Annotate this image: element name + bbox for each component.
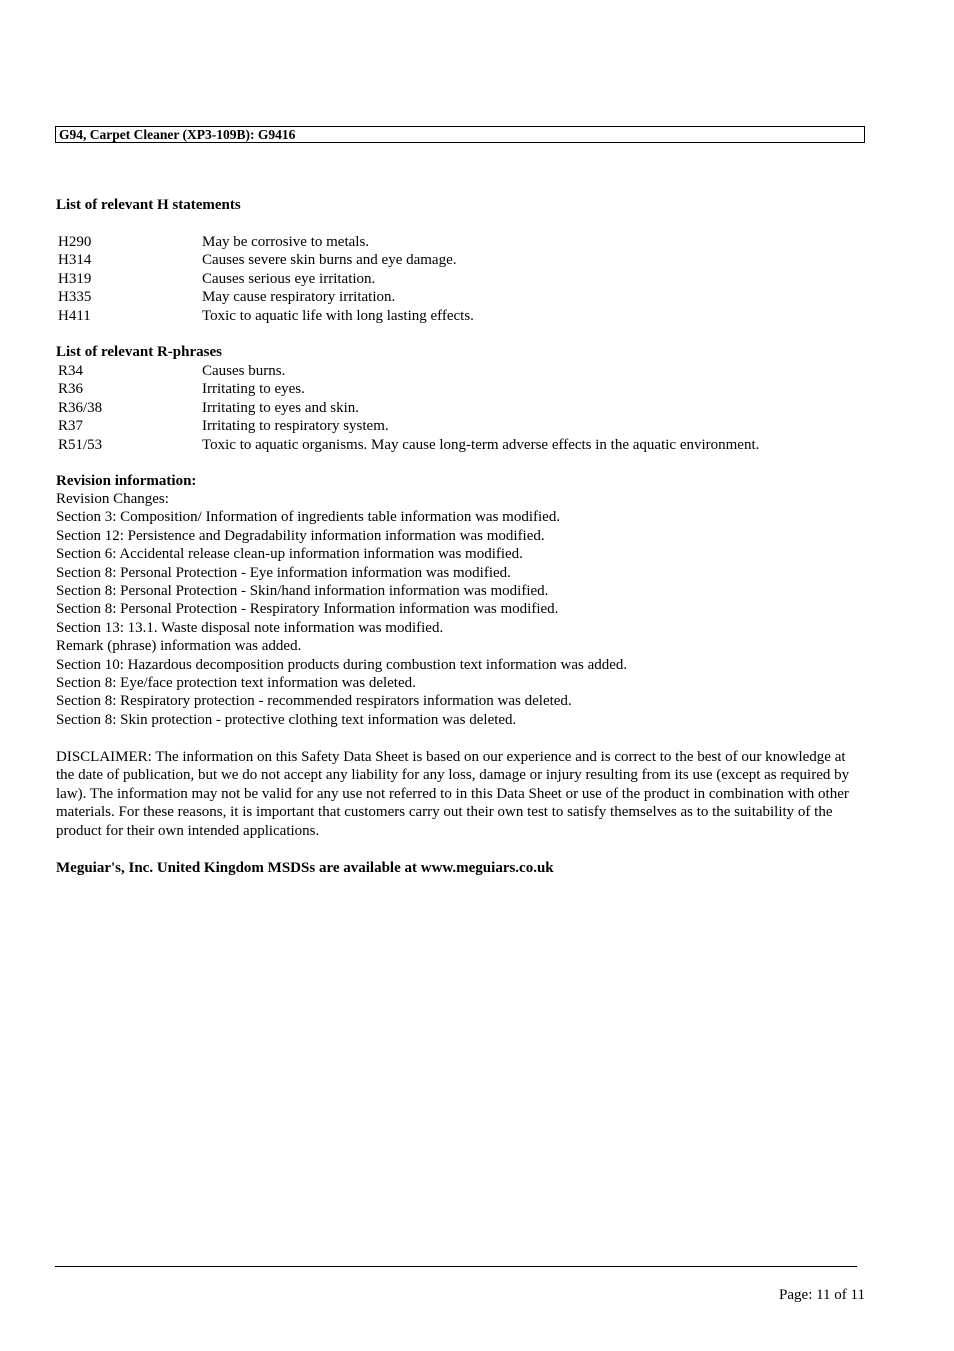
document-header [55, 126, 865, 143]
disclaimer-paragraph: DISCLAIMER: The information on this Safety Data Sheet is based on our experience and is correct to the best of our knowledge at the date of publication, but we do not accept any liability for any loss, damage or injury resulting from its use (except as required by law). The information may not be valid for any use not referred to in this Data Sheet or use of the product in combination with other materials. For these reasons, it is important that customers carry out their own test to satisfy themselves as to the suitability of the product for their own intended applications. [56, 749, 850, 839]
h-code: H319 [58, 270, 92, 287]
r-phrases-heading: List of relevant R-phrases [56, 344, 222, 360]
h-text: Causes severe skin burns and eye damage. [202, 252, 457, 269]
h-code: H314 [58, 252, 92, 269]
r-code: R34 [58, 363, 84, 379]
h-code: H290 [58, 234, 92, 250]
r-text: Toxic to aquatic organisms. May cause long-term adverse effects in the aquatic environment. [202, 436, 760, 453]
r-text: Irritating to eyes and skin. [202, 399, 360, 416]
h-text: May be corrosive to metals. [202, 234, 370, 250]
h-statements-heading: List of relevant H statements [56, 197, 241, 213]
list-item: Section 8: Eye/face protection text information was deleted. [56, 674, 416, 691]
list-item: Section 13: 13.1. Waste disposal note information was modified. [56, 619, 444, 636]
list-item: Section 8: Personal Protection - Skin/hand information information was modified. [56, 582, 549, 599]
list-item: Section 10: Hazardous decomposition products during combustion text information was added. [56, 656, 628, 673]
availability-note: Meguiar's, Inc. United Kingdom MSDSs are available at www.meguiars.co.uk [56, 860, 554, 876]
r-code: R51/53 [58, 436, 103, 453]
h-code: H335 [58, 289, 92, 306]
footer-divider [55, 1266, 857, 1267]
r-text: Causes burns. [202, 363, 286, 379]
table-row [58, 417, 759, 435]
page-number: Page: 11 of 11 [779, 1287, 865, 1303]
r-code: R37 [58, 418, 84, 435]
h-text: Toxic to aquatic life with long lasting effects. [202, 307, 474, 324]
table-row [58, 380, 759, 398]
revision-changes-list [56, 490, 856, 729]
r-text: Irritating to eyes. [202, 381, 305, 398]
table-row [58, 399, 759, 417]
product-title: G94, Carpet Cleaner (XP3-109B): G9416 [59, 127, 296, 142]
list-item: Section 8: Skin protection - protective clothing text information was deleted. [56, 711, 517, 728]
r-text: Irritating to respiratory system. [202, 418, 389, 435]
list-item: Section 8: Personal Protection - Respiratory Information information was modified. [56, 601, 559, 618]
table-row [58, 288, 474, 306]
list-item: Section 6: Accidental release clean-up information information was modified. [56, 546, 523, 563]
h-text: May cause respiratory irritation. [202, 289, 396, 306]
list-item: Remark (phrase) information was added. [56, 638, 302, 655]
list-item: Section 8: Personal Protection - Eye information information was modified. [56, 564, 511, 581]
h-text: Causes serious eye irritation. [202, 270, 376, 287]
r-phrases-table [58, 362, 759, 454]
table-row [58, 233, 474, 251]
r-code: R36 [58, 381, 84, 398]
table-row [58, 270, 474, 288]
list-item: Section 3: Composition/ Information of ingredients table information was modified. [56, 509, 561, 526]
h-statements-table [58, 233, 474, 325]
table-row [58, 436, 759, 454]
list-item: Section 12: Persistence and Degradability information information was modified. [56, 527, 545, 544]
list-item: Section 8: Respiratory protection - recommended respirators information was deleted. [56, 693, 572, 710]
h-code: H411 [58, 307, 91, 324]
r-code: R36/38 [58, 399, 103, 416]
list-item: Revision Changes: [56, 491, 169, 507]
revision-heading: Revision information: [56, 473, 197, 489]
table-row [58, 362, 759, 380]
table-row [58, 251, 474, 269]
table-row [58, 307, 474, 325]
